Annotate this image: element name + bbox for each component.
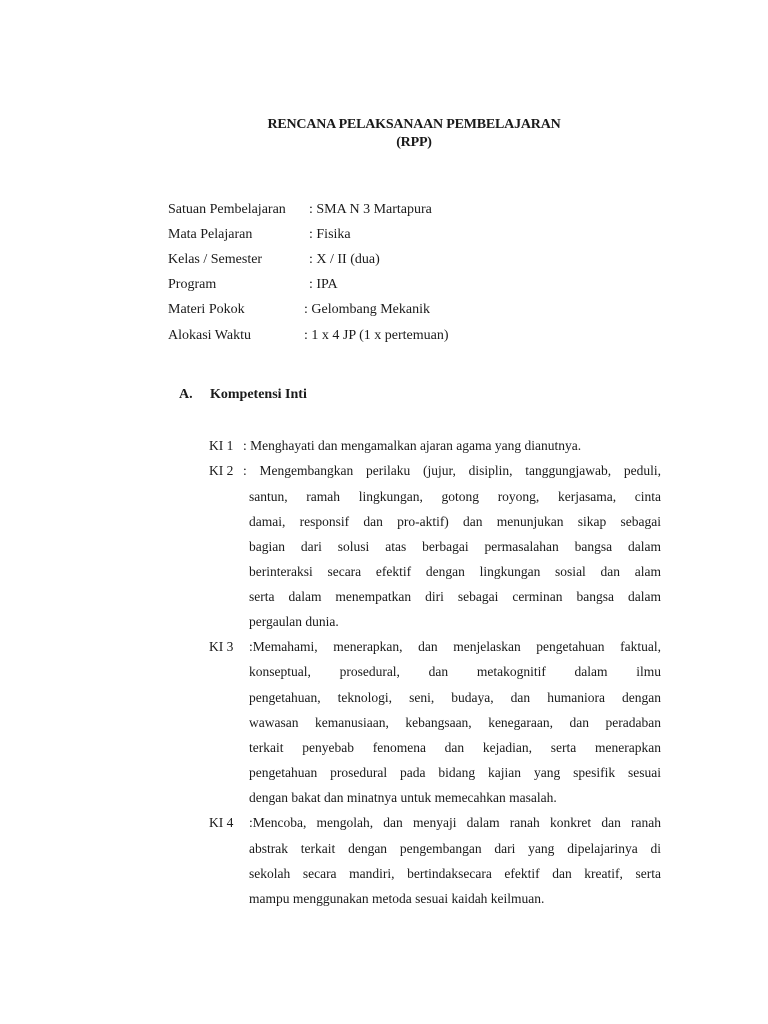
ki-text-line: terkait penyebab fenomena dan kejadian, serta menerapkan: [249, 740, 661, 755]
ki-text-line: serta dalam menempatkan diri sebagai cerminan bangsa dalam: [249, 589, 661, 604]
ki-code: KI 3: [209, 639, 234, 654]
identity-label: Alokasi Waktu: [168, 328, 251, 343]
identity-value: : X / II (dua): [309, 252, 380, 267]
section-letter: A.: [179, 387, 193, 402]
ki-text-line: berinteraksi secara efektif dengan lingkungan sosial dan alam: [249, 564, 661, 579]
ki-text-line: dengan bakat dan minatnya untuk memecahkan masalah.: [249, 790, 557, 805]
ki-text-line: abstrak terkait dengan pengembangan dari yang dipelajarinya di: [249, 841, 661, 856]
ki-text-line: pengetahuan prosedural pada bidang kajian yang spesifik sesuai: [249, 765, 661, 780]
ki-text-line: mampu menggunakan metoda sesuai kaidah keilmuan.: [249, 891, 545, 906]
ki-text-line: pengetahuan, teknologi, seni, budaya, dan humaniora dengan: [249, 690, 661, 705]
identity-value: : 1 x 4 JP (1 x pertemuan): [304, 328, 449, 343]
identity-value: : Fisika: [309, 227, 351, 242]
ki-text-line: konseptual, prosedural, dan metakognitif dalam ilmu: [249, 664, 661, 679]
identity-label: Satuan Pembelajaran: [168, 202, 286, 217]
ki-text-line: bagian dari solusi atas berbagai permasalahan bangsa dalam: [249, 539, 661, 554]
ki-text-line: damai, responsif dan pro-aktif) dan menunjukan sikap sebagai: [249, 514, 661, 529]
identity-value: : IPA: [309, 277, 338, 292]
ki-text: : Menghayati dan mengamalkan ajaran agama yang dianutnya.: [243, 438, 582, 453]
document-title: RENCANA PELAKSANAAN PEMBELAJARAN: [267, 117, 561, 132]
identity-value: : Gelombang Mekanik: [304, 302, 430, 317]
identity-label: Mata Pelajaran: [168, 227, 253, 242]
ki-text-line: pergaulan dunia.: [249, 614, 339, 629]
ki-text-line: wawasan kemanusiaan, kebangsaan, kenegaraan, dan peradaban: [249, 715, 661, 730]
ki-text-line: santun, ramah lingkungan, gotong royong, kerjasama, cinta: [249, 489, 661, 504]
ki-text-line: sekolah secara mandiri, bertindaksecara efektif dan kreatif, serta: [249, 866, 661, 881]
section-title: Kompetensi Inti: [210, 387, 307, 402]
document-subtitle: (RPP): [396, 135, 432, 150]
ki-code: KI 1: [209, 438, 234, 453]
ki-code: KI 2: [209, 463, 234, 478]
identity-value: : SMA N 3 Martapura: [309, 202, 432, 217]
identity-label: Materi Pokok: [168, 302, 245, 317]
ki-text: :Mencoba, mengolah, dan menyaji dalam ranah konkret dan ranah: [249, 815, 661, 830]
identity-label: Kelas / Semester: [168, 252, 263, 267]
ki-code: KI 4: [209, 815, 234, 830]
ki-text: :Memahami, menerapkan, dan menjelaskan pengetahuan faktual,: [249, 639, 661, 654]
ki-text: : Mengembangkan perilaku (jujur, disiplin, tanggungjawab, peduli,: [243, 463, 661, 478]
identity-label: Program: [168, 277, 217, 292]
